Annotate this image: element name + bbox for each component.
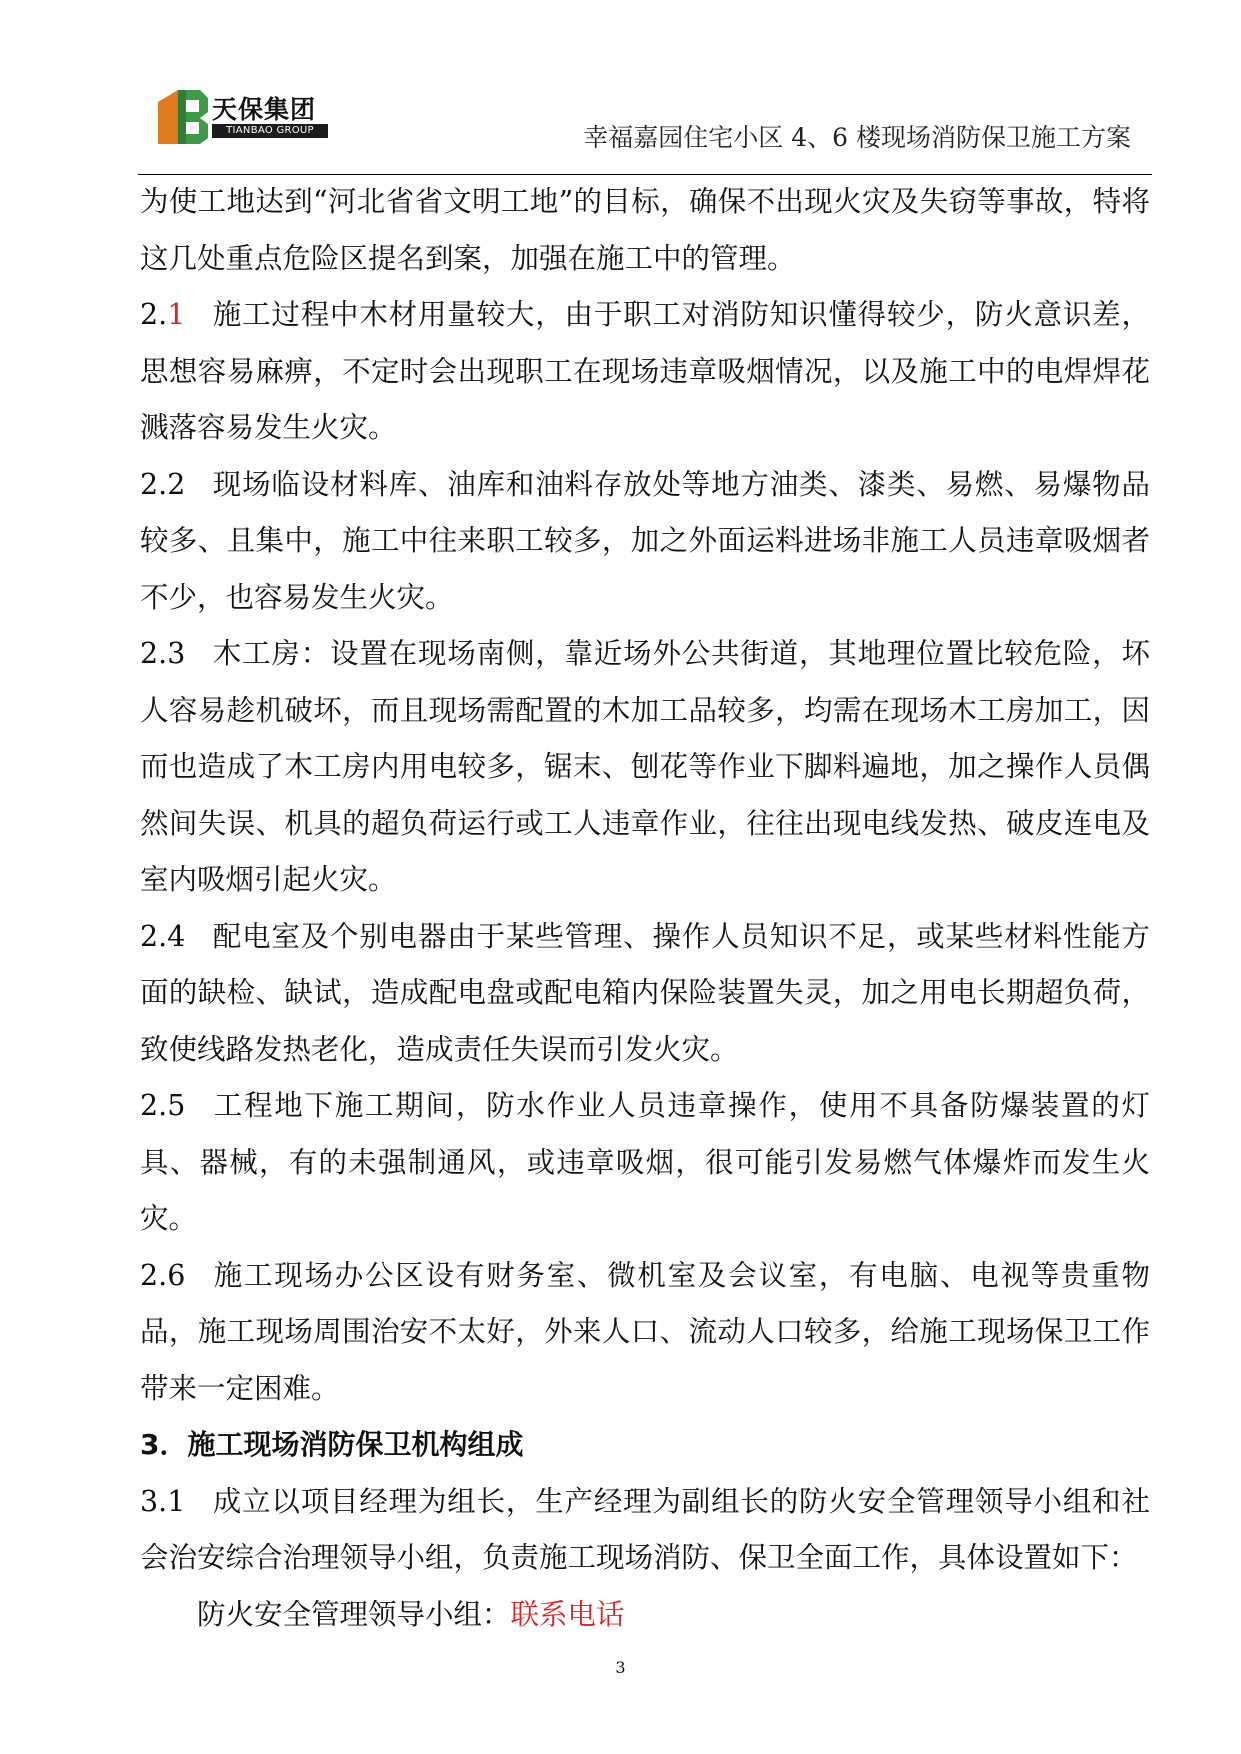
item-number: 3.1	[140, 1484, 186, 1518]
section-3-heading: 3．施工现场消防保卫机构组成	[140, 1428, 524, 1461]
item-2-3	[140, 626, 1150, 909]
item-number: 2.6	[140, 1258, 186, 1292]
intro-paragraph: 为使工地达到“河北省省文明工地”的目标，确保不出现火灾及失窃等事故，特将这几处重点危险区提名到案，加强在施工中的管理。	[140, 185, 1150, 275]
contact-phone-label: 联系电话	[510, 1597, 625, 1631]
group-label: 防火安全管理领导小组：	[197, 1597, 511, 1631]
item-text: 施工现场办公区设有财务室、微机室及会议室，有电脑、电视等贵重物品，施工现场周围治安不太好，外来人口、流动人口较多，给施工现场保卫工作带来一定困难。	[140, 1258, 1150, 1405]
item-text: 工程地下施工期间，防水作业人员违章操作，使用不具备防爆装置的灯具、器械，有的未强制通风，或违章吸烟，很可能引发易燃气体爆炸而发生火灾。	[140, 1089, 1150, 1235]
item-number: 2.3	[140, 637, 186, 670]
item-number	[140, 287, 212, 344]
item-text: 现场临设材料库、油库和油料存放处等地方油类、漆类、易燃、易爆物品较多、且集中，施工中往来职工较多，加之外面运料进场非施工人员违章吸烟者不少，也容易发生火灾。	[140, 467, 1150, 614]
item-3-1	[140, 1474, 1150, 1587]
item-text: 木工房：设置在现场南侧，靠近场外公共街道，其地理位置比较危险，坏人容易趁机破坏，而且现场需配置的木加工品较多，均需在现场木工房加工，因而也造成了木工房内用电较多，锯末、刨花等作业下脚料遍地，加之操作人员偶然间失误、机具的超负荷运行或工人违章作业，往往出现电线发热、破皮连电及室内吸烟引起火灾。	[140, 637, 1150, 896]
item-text: 施工过程中木材用量较大，由于职工对消防知识懂得较少，防火意识差，思想容易麻痹，不定时会出现职工在现场违章吸烟情况，以及施工中的电焊焊花溅落容易发生火灾。	[140, 298, 1150, 444]
item-number: 2.4	[140, 919, 186, 953]
tianbao-logo-icon	[158, 88, 210, 144]
page-header	[0, 0, 1241, 176]
item-number-suffix-red: 1	[167, 298, 186, 331]
page-number: 3	[615, 1658, 626, 1677]
item-number-prefix: 2.	[140, 298, 168, 331]
fire-safety-group-line	[140, 1587, 1150, 1644]
item-number: 2.2	[140, 467, 186, 501]
logo-company-subtitle: TIANBAO GROUP	[212, 124, 328, 138]
company-logo	[158, 88, 328, 148]
item-text: 配电室及个别电器由于某些管理、操作人员知识不足，或某些材料性能方面的缺检、缺试，造成配电盘或配电箱内保险装置失灵，加之用电长期超负荷，致使线路发热老化，造成责任失误而引发火灾。	[140, 919, 1150, 1066]
item-2-2	[140, 457, 1150, 627]
item-2-6	[140, 1248, 1150, 1418]
item-2-5	[140, 1078, 1150, 1248]
logo-company-name: 天保集团	[212, 95, 317, 124]
item-text: 成立以项目经理为组长，生产经理为副组长的防火安全管理领导小组和社会治安综合治理领导小组，负责施工现场消防、保卫全面工作，具体设置如下：	[140, 1484, 1150, 1574]
item-2-4	[140, 909, 1150, 1079]
document-title: 幸福嘉园住宅小区 4、6 楼现场消防保卫施工方案	[583, 123, 1131, 152]
document-body	[140, 174, 1150, 1643]
item-number: 2.5	[140, 1089, 186, 1122]
item-2-1	[140, 287, 1150, 457]
